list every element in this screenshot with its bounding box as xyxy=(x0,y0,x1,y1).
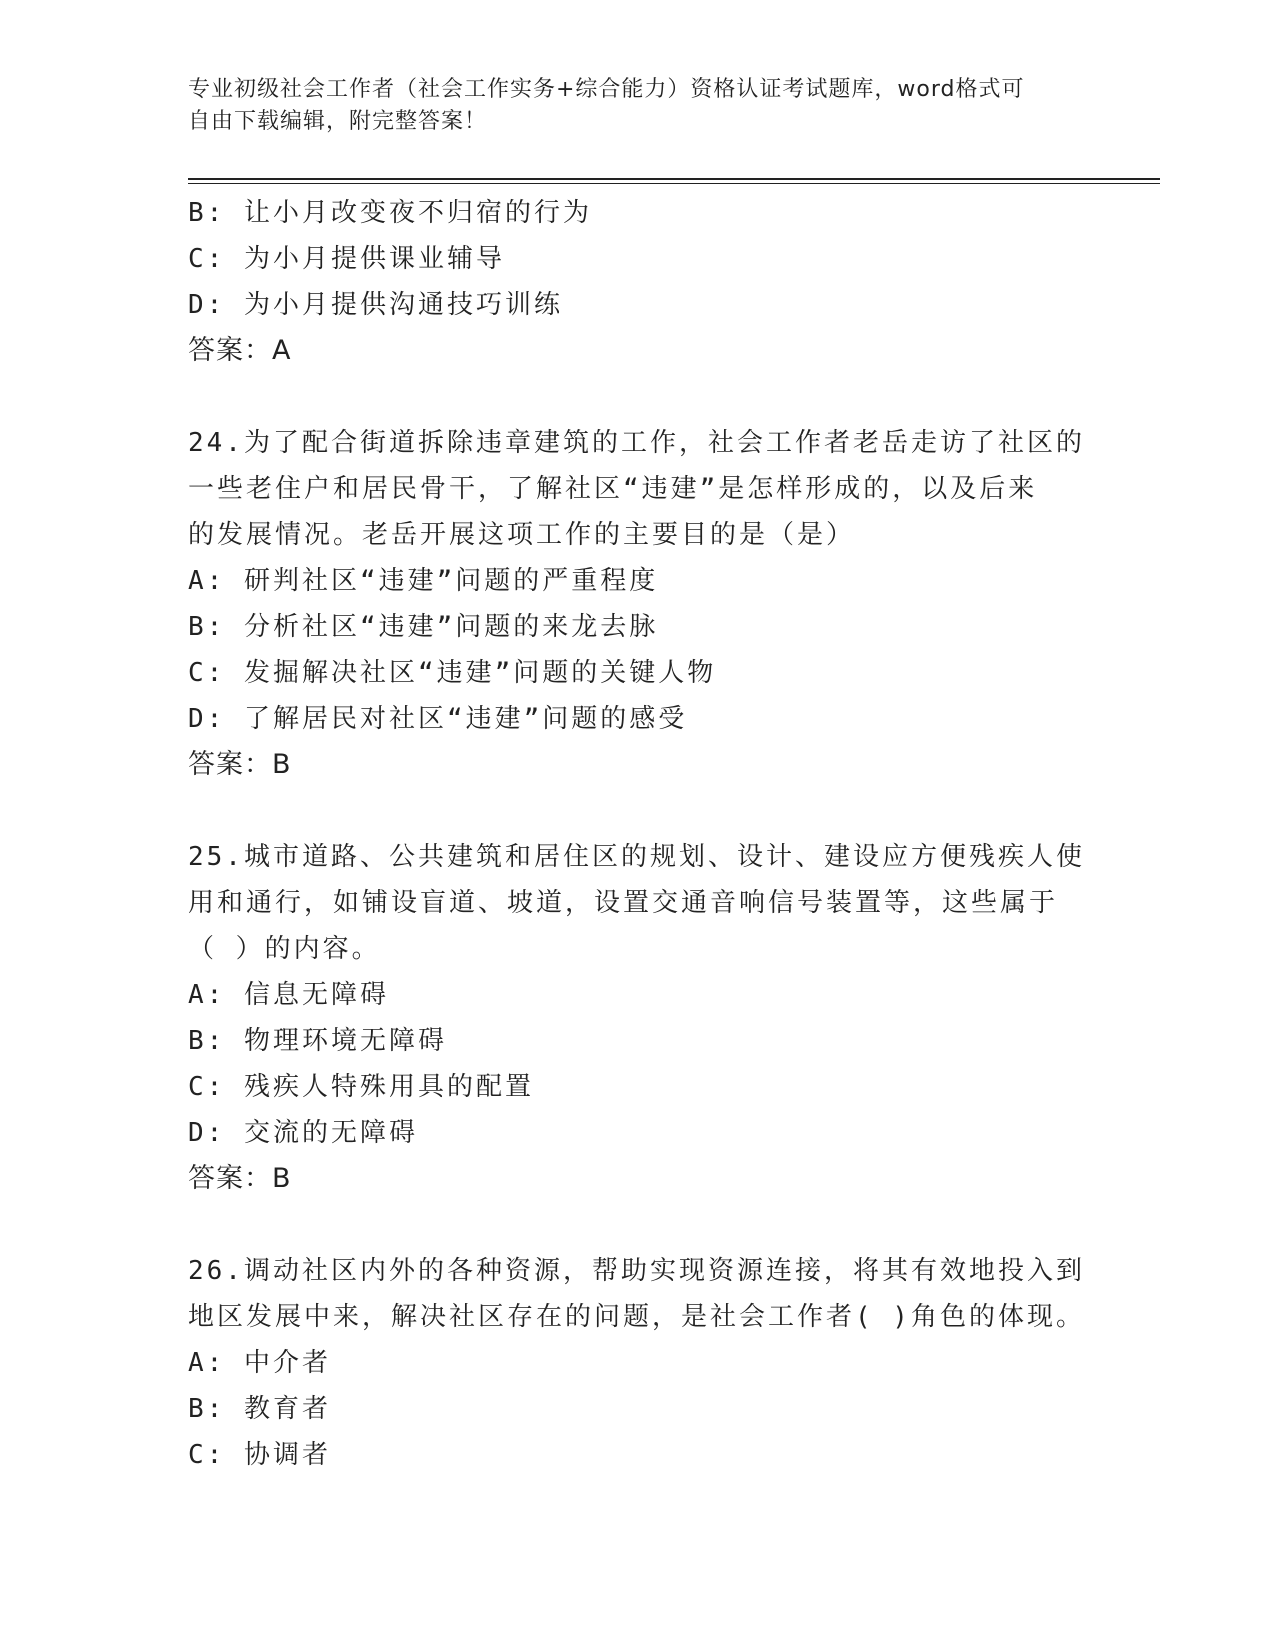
question-26 xyxy=(188,1248,1088,1478)
option-b: B: 教育者 xyxy=(188,1394,331,1424)
option-c: C: 为小月提供课业辅导 xyxy=(188,244,505,274)
question-gap xyxy=(188,788,1088,834)
option-d: D: 交流的无障碍 xyxy=(188,1118,418,1148)
option-b: B: 让小月改变夜不归宿的行为 xyxy=(188,198,592,228)
header-line-1: 专业初级社会工作者（社会工作实务+综合能力）资格认证考试题库，word格式可 xyxy=(188,77,1025,102)
option-d: D: 为小月提供沟通技巧训练 xyxy=(188,290,563,320)
option-c: C: 发掘解决社区“违建”问题的关键人物 xyxy=(188,658,717,688)
question-24 xyxy=(188,420,1088,788)
question-content xyxy=(188,190,1088,1478)
question-stem-line: 25.城市道路、公共建筑和居住区的规划、设计、建设应方便残疾人使 xyxy=(188,842,1085,872)
header-divider-thin xyxy=(188,183,1160,184)
document-header xyxy=(188,74,1088,138)
option-a: A: 信息无障碍 xyxy=(188,980,389,1010)
header-line-2: 自由下载编辑，附完整答案！ xyxy=(188,109,488,134)
question-gap xyxy=(188,1202,1088,1248)
answer: 答案：A xyxy=(188,335,292,366)
question-stem-line: 26.调动社区内外的各种资源，帮助实现资源连接，将其有效地投入到 xyxy=(188,1256,1085,1286)
option-a: A: 研判社区“违建”问题的严重程度 xyxy=(188,566,659,596)
question-23-tail xyxy=(188,190,1088,374)
option-a: A: 中介者 xyxy=(188,1348,331,1378)
option-c: C: 协调者 xyxy=(188,1440,331,1470)
question-stem-line: （ ）的内容。 xyxy=(188,934,381,964)
question-stem-line: 用和通行，如铺设盲道、坡道，设置交通音响信号装置等，这些属于 xyxy=(188,888,1059,918)
question-25 xyxy=(188,834,1088,1202)
question-gap xyxy=(188,374,1088,420)
option-b: B: 物理环境无障碍 xyxy=(188,1026,447,1056)
question-stem-line: 一些老住户和居民骨干，了解社区“违建”是怎样形成的，以及后来 xyxy=(188,474,1038,504)
answer: 答案：B xyxy=(188,1163,292,1194)
question-stem-line: 地区发展中来，解决社区存在的问题，是社会工作者( )角色的体现。 xyxy=(188,1302,1085,1332)
question-stem-line: 的发展情况。老岳开展这项工作的主要目的是（是） xyxy=(188,520,856,550)
option-b: B: 分析社区“违建”问题的来龙去脉 xyxy=(188,612,659,642)
header-divider-thick xyxy=(188,178,1160,180)
option-c: C: 残疾人特殊用具的配置 xyxy=(188,1072,534,1102)
question-stem-line: 24.为了配合街道拆除违章建筑的工作，社会工作者老岳走访了社区的 xyxy=(188,428,1085,458)
option-d: D: 了解居民对社区“违建”问题的感受 xyxy=(188,704,688,734)
answer: 答案：B xyxy=(188,749,292,780)
